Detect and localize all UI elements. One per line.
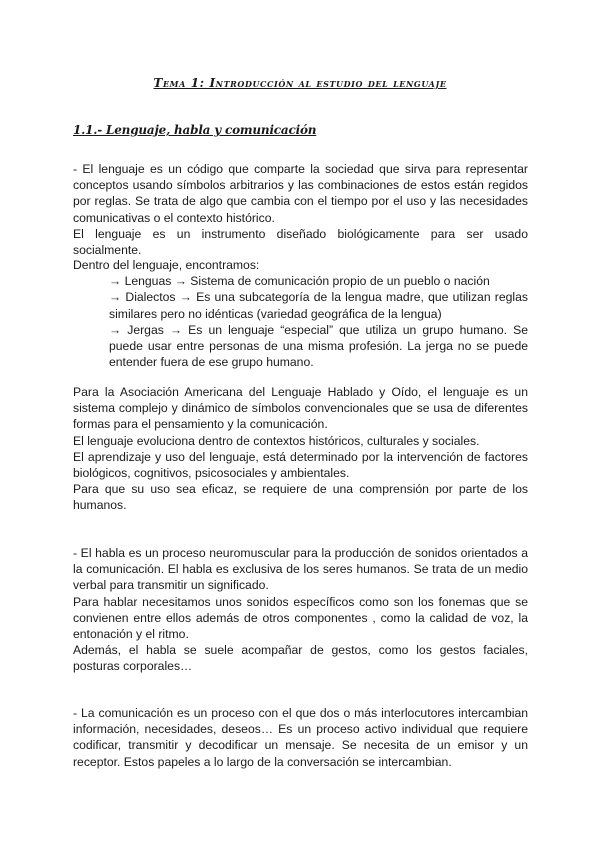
paragraph: Dentro del lenguaje, encontramos: — [73, 258, 260, 272]
list-item-dialectos: → Dialectos → Es una subcategoría de la lengua madre, que utilizan reglas similares pero no idénticas (variedad geográfica de la lengua) — [109, 290, 528, 321]
paragraph: Para que su uso sea eficaz, se requiere de una comprensión por parte de los humanos. — [73, 482, 528, 513]
lenguaje-types-block — [73, 257, 528, 370]
paragraph: - La comunicación es un proceso con el que dos o más interlocutores intercambian información, necesidades, deseos… Es un proceso activo individual que requiere codificar, transmitir y decodificar un mensaje. Se necesita de un emisor y un receptor. Estos papeles a lo largo de la conversación se intercambian. — [73, 706, 528, 769]
paragraph: Además, el habla se suele acompañar de gestos, como los gestos faciales, posturas corporales… — [73, 643, 528, 674]
lenguaje-definition-block — [73, 161, 528, 258]
paragraph: - El habla es un proceso neuromuscular para la producción de sonidos orientados a la comunicación. El habla es exclusiva de los seres humanos. Se trata de un medio verbal para transmitir un significado. — [73, 546, 528, 593]
lenguaje-asha-block — [73, 384, 528, 514]
list-item-lenguas: → Lenguas → Sistema de comunicación propio de un pueblo o nación — [109, 274, 490, 289]
habla-block — [73, 545, 528, 675]
paragraph: El lenguaje es un instrumento diseñado biológicamente para ser usado socialmente. — [73, 226, 528, 258]
paragraph: El lenguaje evoluciona dentro de contextos históricos, culturales y sociales. — [73, 433, 480, 448]
paragraph: - El lenguaje es un código que comparte la sociedad que sirva para representar conceptos usando símbolos arbitrarios y las combinaciones de estos están regidos por reglas. Se trata de algo que cambia con el tiempo por el uso y las necesidades comunicativas o el contexto histórico. — [73, 162, 528, 225]
section-heading: 1.1.- Lenguaje, habla y comunicación — [73, 123, 317, 137]
list-item-jergas: → Jergas → Es un lenguaje “especial” que utiliza un grupo humano. Se puede usar entre personas de una misma profesión. La jerga no se puede entender fuera de ese grupo humano. — [109, 322, 528, 370]
document-title: Tema 1: Introducción al estudio del lenguaje — [153, 76, 447, 90]
paragraph: Para hablar necesitamos unos sonidos específicos como son los fonemas que se convienen entre ellos además de otros componentes , como la calidad de voz, la entonación y el ritmo. — [73, 594, 528, 642]
comunicacion-block — [73, 705, 528, 770]
paragraph: El aprendizaje y uso del lenguaje, está determinado por la intervención de factores biológicos, cognitivos, psicosociales y ambientales. — [73, 449, 528, 481]
paragraph: Para la Asociación Americana del Lenguaje Hablado y Oído, el lenguaje es un sistema complejo y dinámico de símbolos convencionales que se usa de diferentes formas para el pensamiento y la comunicación. — [73, 385, 528, 432]
